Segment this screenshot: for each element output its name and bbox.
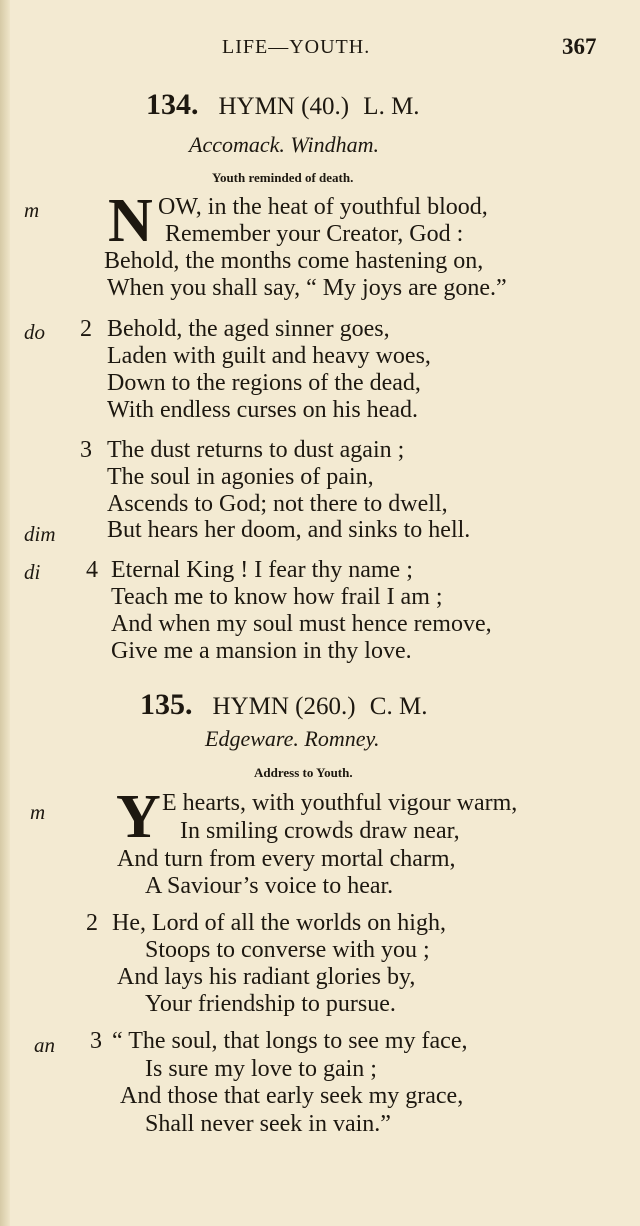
verse-line: And turn from every mortal charm, [117, 846, 456, 872]
hymn-title: HYMN (40.) [218, 93, 350, 120]
drop-cap: N [108, 187, 153, 255]
verse-line: Down to the regions of the dead, [107, 370, 421, 396]
verse-line: He, Lord of all the worlds on high, [112, 910, 446, 936]
verse-line: Is sure my love to gain ; [145, 1056, 377, 1082]
verse-line: Give me a mansion in thy love. [111, 638, 412, 664]
verse-line: Eternal King ! I fear thy name ; [111, 557, 413, 583]
verse-line: A Saviour’s voice to hear. [145, 873, 394, 899]
verse-line: The dust returns to dust again ; [107, 437, 405, 463]
drop-cap: Y [116, 783, 161, 851]
verse-line: And those that early seek my grace, [120, 1083, 464, 1109]
verse-line: Shall never seek in vain.” [145, 1111, 391, 1137]
page-edge-shadow [0, 0, 10, 1226]
hymn-number: 134. [146, 88, 199, 121]
dynamic-mark: do [24, 320, 45, 344]
verse-line: OW, in the heat of youthful blood, [158, 194, 488, 220]
verse-line: E hearts, with youthful vigour warm, [162, 790, 518, 816]
page-number: 367 [562, 34, 597, 59]
verse-line: With endless curses on his head. [107, 397, 418, 423]
dynamic-mark: an [34, 1033, 55, 1057]
verse-number: 3 [90, 1028, 102, 1054]
hymn-heading [140, 688, 427, 722]
verse-line: “ The soul, that longs to see my face, [112, 1028, 468, 1054]
hymn-subject: Youth reminded of death. [212, 170, 354, 185]
verse-number: 2 [86, 910, 98, 936]
dynamic-mark: di [24, 560, 41, 584]
verse-line: Ascends to God; not there to dwell, [107, 491, 448, 517]
verse-line: When you shall say, “ My joys are gone.” [107, 275, 507, 301]
running-title: LIFE—YOUTH. [222, 36, 371, 58]
dynamic-mark: dim [24, 522, 56, 546]
verse-line: In smiling crowds draw near, [180, 818, 460, 844]
verse-line: And lays his radiant glories by, [117, 964, 416, 990]
dynamic-mark: m [24, 198, 40, 222]
dynamic-mark: m [30, 800, 46, 824]
hymn-title: HYMN (260.) [212, 693, 356, 720]
verse-number: 4 [86, 557, 98, 583]
hymn-meter: C. M. [369, 693, 428, 720]
verse-line: Laden with guilt and heavy woes, [107, 343, 431, 369]
hymn-meter: L. M. [363, 93, 420, 120]
verse-line: But hears her doom, and sinks to hell. [107, 517, 471, 543]
hymn-tunes: Accomack. Windham. [189, 132, 379, 157]
verse-line: Behold, the months come hastening on, [104, 248, 484, 274]
verse-number: 2 [80, 316, 92, 342]
hymn-tunes: Edgeware. Romney. [205, 726, 380, 751]
verse-number: 3 [80, 437, 92, 463]
verse-line: Remember your Creator, God : [165, 221, 464, 247]
running-header [0, 36, 640, 66]
verse-line: Stoops to converse with you ; [145, 937, 430, 963]
verse-line: Your friendship to pursue. [145, 991, 396, 1017]
hymn-heading [146, 88, 420, 122]
hymn-number: 135. [140, 688, 193, 721]
verse-line: Teach me to know how frail I am ; [111, 584, 443, 610]
verse-line: Behold, the aged sinner goes, [107, 316, 390, 342]
hymn-subject: Address to Youth. [254, 765, 353, 780]
verse-line: The soul in agonies of pain, [107, 464, 374, 490]
verse-line: And when my soul must hence remove, [111, 611, 492, 637]
